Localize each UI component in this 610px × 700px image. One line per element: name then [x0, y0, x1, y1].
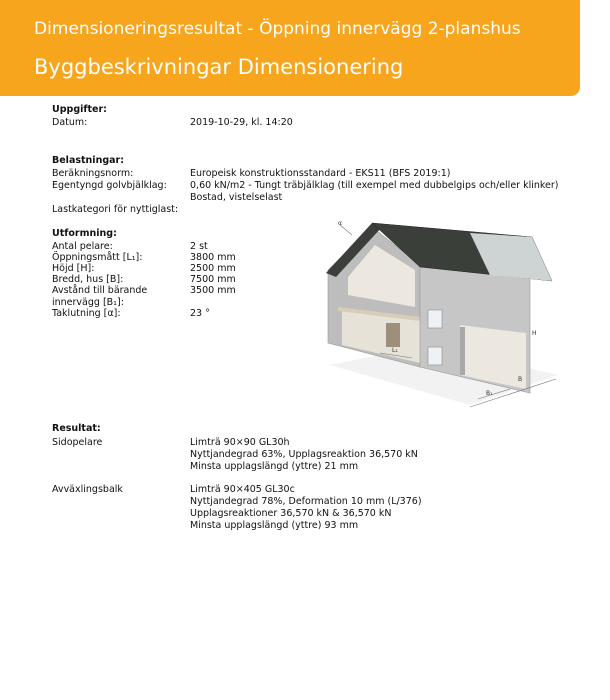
report-title: Byggbeskrivningar Dimensionering: [34, 55, 404, 79]
house-window-upper: [428, 310, 442, 328]
label-alpha: α: [338, 220, 342, 227]
oppningsmatt-value: 3800 mm: [190, 252, 236, 263]
antal-pelare-value: 2 st: [190, 241, 208, 252]
berakningsnorm-label: Beräkningsnorm:: [52, 168, 134, 179]
bredd-label: Bredd, hus [B]:: [52, 274, 124, 285]
avvaxlingsbalk-line-3: Upplagsreaktioner 36,570 kN & 36,570 kN: [190, 508, 392, 519]
datum-label: Datum:: [52, 117, 88, 128]
house-illustration: [320, 215, 560, 420]
hojd-label: Höjd [H]:: [52, 263, 95, 274]
house-pillar: [460, 327, 465, 375]
sidopelare-line-1: Limträ 90×90 GL30h: [190, 437, 290, 448]
avvaxlingsbalk-line-1: Limträ 90×405 GL30c: [190, 484, 295, 495]
lastkategori-label: Lastkategori för nyttiglast:: [52, 204, 179, 215]
egentyngd-value: 0,60 kN/m2 - Tungt träbjälklag (till exempel med dubbelgips och/eller klinker): [190, 180, 559, 191]
sidopelare-label: Sidopelare: [52, 437, 103, 448]
datum-value: 2019-10-29, kl. 14:20: [190, 117, 293, 128]
egentyngd-label: Egentyngd golvbjälklag:: [52, 180, 167, 191]
lastkategori-value: Bostad, vistelselast: [190, 192, 283, 203]
report-subtitle: Dimensioneringsresultat - Öppning innervägg 2-planshus: [34, 19, 521, 39]
avstand-value: 3500 mm: [190, 285, 236, 296]
taklutning-value: 23 °: [190, 308, 210, 319]
label-b1: B₁: [486, 390, 493, 397]
avstand-label: Avstånd till bärande innervägg [B₁]:: [52, 285, 148, 308]
oppningsmatt-label: Öppningsmått [L₁]:: [52, 252, 143, 263]
sidopelare-line-3: Minsta upplagslängd (yttre) 21 mm: [190, 461, 359, 472]
section-title-resultat: Resultat:: [52, 423, 101, 434]
antal-pelare-label: Antal pelare:: [52, 241, 113, 252]
house-window-lower: [428, 347, 442, 365]
sidopelare-line-2: Nyttjandegrad 63%, Upplagsreaktion 36,570 kN: [190, 449, 418, 460]
house-interior-door: [386, 323, 400, 347]
taklutning-label: Taklutning [α]:: [52, 308, 121, 319]
avvaxlingsbalk-line-4: Minsta upplagslängd (yttre) 93 mm: [190, 520, 359, 531]
avvaxlingsbalk-label: Avväxlingsbalk: [52, 484, 123, 495]
section-title-uppgifter: Uppgifter:: [52, 104, 107, 115]
hojd-value: 2500 mm: [190, 263, 236, 274]
label-b: B: [518, 376, 523, 383]
label-h: H: [532, 330, 537, 337]
section-title-utformning: Utformning:: [52, 228, 117, 239]
berakningsnorm-value: Europeisk konstruktionsstandard - EKS11 (BFS 2019:1): [190, 168, 451, 179]
avvaxlingsbalk-line-2: Nyttjandegrad 78%, Deformation 10 mm (L/376): [190, 496, 422, 507]
section-title-belastningar: Belastningar:: [52, 155, 125, 166]
label-l1: L₁: [392, 347, 398, 354]
bredd-value: 7500 mm: [190, 274, 236, 285]
report-header: [0, 0, 580, 96]
